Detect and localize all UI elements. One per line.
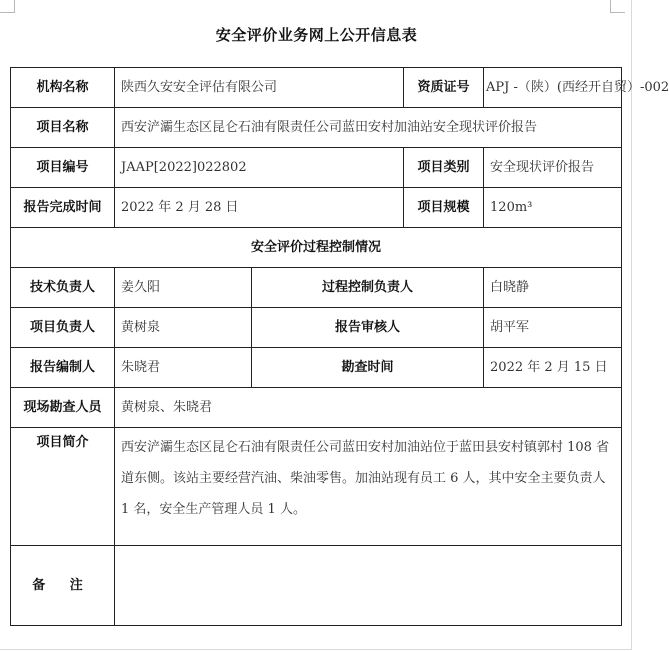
field-staff-value: 黄树泉、朱晓君 bbox=[115, 388, 622, 428]
table-row bbox=[11, 348, 622, 388]
process-lead-value: 白晓静 bbox=[484, 268, 622, 308]
summary-value: 西安浐灞生态区昆仑石油有限责任公司蓝田安村加油站位于蓝田县安村镇郭村 108 省道东侧。该站主要经营汽油、柴油零售。加油站现有员工 6 人，其中安全主要负责人 1 名，安全生产管理人员 1 人。 bbox=[115, 428, 622, 546]
table-row bbox=[11, 228, 622, 268]
table-row bbox=[11, 68, 622, 108]
survey-time-value: 2022 年 2 月 15 日 bbox=[484, 348, 622, 388]
table-row bbox=[11, 188, 622, 228]
remark-label: 备 注 bbox=[11, 546, 115, 626]
project-name-label: 项目名称 bbox=[11, 108, 115, 148]
tech-lead-label: 技术负责人 bbox=[11, 268, 115, 308]
project-scale-value: 120m³ bbox=[484, 188, 622, 228]
report-date-label: 报告完成时间 bbox=[11, 188, 115, 228]
survey-time-label: 勘查时间 bbox=[252, 348, 484, 388]
project-no-value: JAAP[2022]022802 bbox=[115, 148, 404, 188]
table-row bbox=[11, 546, 622, 626]
reviewer-value: 胡平军 bbox=[484, 308, 622, 348]
page-corner-mark-left bbox=[0, 0, 15, 13]
project-scale-label: 项目规模 bbox=[404, 188, 484, 228]
summary-label: 项目简介 bbox=[11, 428, 115, 546]
page-corner-mark-right bbox=[610, 0, 625, 13]
process-lead-label: 过程控制负责人 bbox=[252, 268, 484, 308]
org-name-label: 机构名称 bbox=[11, 68, 115, 108]
field-staff-label: 现场勘查人员 bbox=[11, 388, 115, 428]
org-name-value: 陕西久安安全评估有限公司 bbox=[115, 68, 404, 108]
cert-no-value: APJ -（陕）(西经开自贸）-002 bbox=[484, 68, 622, 108]
table-row bbox=[11, 148, 622, 188]
table-row bbox=[11, 428, 622, 546]
tech-lead-value: 姜久阳 bbox=[115, 268, 252, 308]
project-no-label: 项目编号 bbox=[11, 148, 115, 188]
project-type-label: 项目类别 bbox=[404, 148, 484, 188]
project-lead-value: 黄树泉 bbox=[115, 308, 252, 348]
reviewer-label: 报告审核人 bbox=[252, 308, 484, 348]
document-title: 安全评价业务网上公开信息表 bbox=[215, 26, 418, 44]
cert-no-label: 资质证号 bbox=[404, 68, 484, 108]
project-type-value: 安全现状评价报告 bbox=[484, 148, 622, 188]
report-date-value: 2022 年 2 月 28 日 bbox=[115, 188, 404, 228]
table-row bbox=[11, 388, 622, 428]
project-name-value: 西安浐灞生态区昆仑石油有限责任公司蓝田安村加油站安全现状评价报告 bbox=[115, 108, 622, 148]
info-table bbox=[10, 67, 669, 626]
compiler-label: 报告编制人 bbox=[11, 348, 115, 388]
table-row bbox=[11, 268, 622, 308]
compiler-value: 朱晓君 bbox=[115, 348, 252, 388]
table-row bbox=[11, 108, 622, 148]
section-title: 安全评价过程控制情况 bbox=[11, 228, 622, 268]
table-row bbox=[11, 308, 622, 348]
project-lead-label: 项目负责人 bbox=[11, 308, 115, 348]
remark-value bbox=[115, 546, 622, 626]
